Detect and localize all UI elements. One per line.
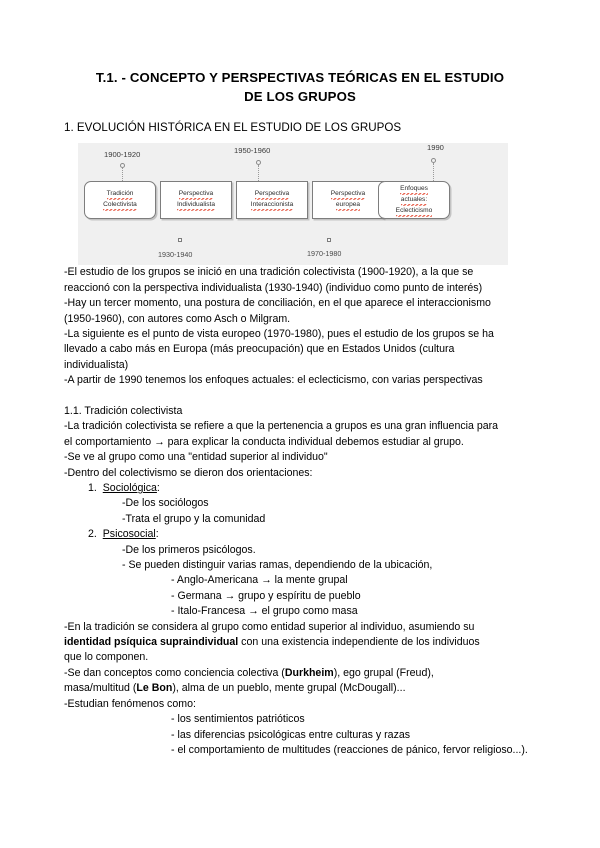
list-item-2 (64, 527, 540, 542)
timeline-date-1930-1940: 1930-1940 (158, 250, 193, 260)
timeline-box-line3: Eclecticismo (396, 206, 433, 217)
timeline-date-1970-1980: 1970-1980 (307, 249, 342, 259)
subsection-heading-1-1: 1.1. Tradición colectivista (64, 404, 183, 417)
paragraph-8-line-1: -En la tradición se considera al grupo como entidad superior al individuo, asumiendo su (64, 620, 475, 633)
timeline-box-line2: actuales: (401, 195, 427, 206)
paragraph-1-line-1: -El estudio de los grupos se inició en una tradición colectivista (1900-1920), a la que se (64, 266, 474, 279)
timeline-box-perspectiva-interaccionista[interactable] (236, 181, 308, 219)
paragraph-9-line-2-a: masa/multitud ( (64, 682, 137, 695)
list-item-2-sub-2: - Se pueden distinguir varias ramas, dependiendo de la ubicación, (122, 559, 433, 572)
timeline-stem-3 (433, 163, 434, 181)
timeline-marker-icon-4 (178, 238, 182, 242)
timeline-box-line2: Interaccionista (251, 200, 294, 211)
paragraph-3-line-1: -La siguiente es el punto de vista europeo (1970-1980), pues el estudio de los grupos se ha (64, 327, 494, 340)
paragraph-9-line-2-b: ), alma de un pueblo, mente grupal (McDougall)... (172, 682, 406, 695)
list-item-2-branch-germana: - Germana → grupo y espíritu de pueblo (171, 589, 361, 602)
list-item-1-sub-2: -Trata el grupo y la comunidad (122, 512, 266, 525)
timeline-box-enfoques-actuales-eclecticismo[interactable] (378, 181, 450, 219)
list-item-1-number: 1. (88, 482, 97, 495)
paragraph-3-line-2: llevado a cabo más en Europa (más preocupación) que en Estados Unidos (cultura (64, 343, 455, 356)
paragraph-10-sub-1: - los sentimientos patrióticos (171, 713, 305, 726)
timeline-box-perspectiva-individualista[interactable] (160, 181, 232, 219)
timeline-diagram (78, 143, 508, 265)
timeline-box-line1: Tradición (107, 189, 134, 200)
timeline-date-1990: 1990 (427, 143, 444, 153)
list-item-2-number: 2. (88, 528, 97, 541)
bold-identidad-psiquica-supraindividual: identidad psíquica supraindividual (64, 636, 239, 649)
timeline-date-1900-1920: 1900-1920 (104, 150, 141, 160)
timeline-stem-1 (122, 168, 123, 181)
paragraph-8-line-2 (64, 635, 540, 650)
timeline-box-line1: Perspectiva (255, 189, 289, 200)
paragraph-5-line-1: -La tradición colectivista se refiere a que la pertenencia a grupos es una gran influencia para (64, 420, 499, 433)
list-item-1-colon: : (156, 482, 160, 495)
list-item-1 (64, 481, 540, 496)
list-item-2-colon: : (155, 528, 159, 541)
paragraph-10-sub-3: - el comportamiento de multitudes (reacciones de pánico, fervor religioso...). (171, 743, 528, 756)
paragraph-8-line-3: que lo componen. (64, 651, 149, 664)
timeline-date-1950-1960: 1950-1960 (234, 146, 271, 156)
paragraph-5-line-2: el comportamiento → para explicar la conducta individual debemos estudiar al grupo. (64, 435, 464, 448)
timeline-box-line1: Perspectiva (179, 189, 213, 200)
timeline-box-row (84, 181, 454, 219)
list-item-2-branch-italo-francesa: - Italo-Francesa → el grupo como masa (171, 605, 358, 618)
timeline-box-line1: Enfoques (400, 184, 428, 195)
timeline-box-tradicion-colectivista[interactable] (84, 181, 156, 219)
timeline-stem-2 (258, 165, 259, 181)
timeline-marker-icon-5 (327, 238, 331, 242)
list-item-2-sub-1: -De los primeros psicólogos. (122, 543, 256, 556)
paragraph-6: -Se ve al grupo como una "entidad superior al individuo" (64, 451, 328, 464)
list-item-2-label: Psicosocial (102, 528, 156, 541)
paragraph-9-line-2 (64, 681, 540, 696)
list-item-1-sub-1: -De los sociólogos (122, 497, 209, 510)
timeline-box-line2: europea (336, 200, 360, 211)
paragraph-2-line-2: (1950-1960), con autores como Asch o Milgram. (64, 312, 291, 325)
paragraph-7: -Dentro del colectivismo se dieron dos orientaciones: (64, 466, 313, 479)
paragraph-9-line-1 (64, 666, 540, 681)
page-title: T.1. - CONCEPTO Y PERSPECTIVAS TEÓRICAS EN EL ESTUDIO DE LOS GRUPOS (95, 70, 505, 105)
list-item-1-label: Sociológica (102, 482, 157, 495)
timeline-box-line2: Individualista (177, 200, 215, 211)
timeline-box-line1: Perspectiva (331, 189, 365, 200)
list-item-2-branch-anglo-americana: - Anglo-Americana → la mente grupal (171, 574, 348, 587)
paragraph-8-line-2-rest: con una existencia independiente de los individuos (238, 636, 480, 649)
paragraph-2-line-1: -Hay un tercer momento, una postura de conciliación, en el que aparece el interaccionismo (64, 297, 491, 310)
section-heading: 1. EVOLUCIÓN HISTÓRICA EN EL ESTUDIO DE LOS GRUPOS (64, 121, 402, 135)
paragraph-9-line-1-b: ), ego grupal (Freud), (333, 666, 434, 679)
paragraph-3-line-3: individualista) (64, 358, 129, 371)
timeline-box-line2: Colectivista (103, 200, 137, 211)
body-content (0, 265, 600, 758)
paragraph-9-line-1-a: -Se dan conceptos como conciencia colectiva ( (64, 666, 285, 679)
paragraph-spacer (64, 389, 540, 404)
paragraph-4: -A partir de 1990 tenemos los enfoques actuales: el eclecticismo, con varias perspectivas (64, 374, 483, 387)
paragraph-10: -Estudian fenómenos como: (64, 697, 196, 710)
bold-le-bon: Le Bon (136, 682, 173, 695)
paragraph-1-line-2: reaccionó con la perspectiva individualista (1930-1940) (individuo como punto de interés) (64, 281, 483, 294)
bold-durkheim: Durkheim (284, 666, 334, 679)
timeline-box-perspectiva-europea[interactable] (312, 181, 384, 219)
paragraph-10-sub-2: - las diferencias psicológicas entre culturas y razas (171, 728, 411, 741)
